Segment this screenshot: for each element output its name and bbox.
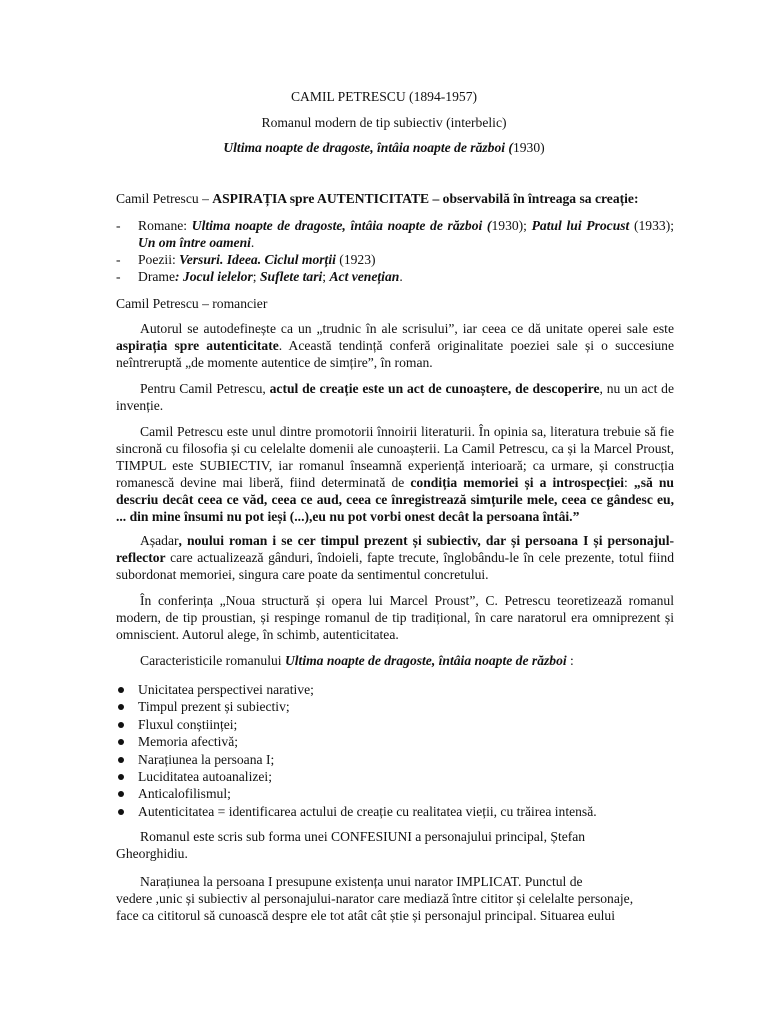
text-segment: ; (322, 269, 330, 284)
text-segment: Suflete tari (259, 269, 323, 284)
text-segment: , nu un act de invenție. (116, 381, 675, 413)
text-segment: aspirația spre autenticitate (116, 338, 279, 353)
bullet-icon (118, 704, 124, 710)
paragraph-text (116, 320, 674, 371)
document-subtitle: Romanul modern de tip subiectiv (interbelic) (261, 115, 507, 130)
text-segment: care actualizează gânduri, îndoieli, fapte trecute, înglobându-le în cele prezente, totul fiind subordonat memoriei, singura care poate da sentimentul concretului. (116, 550, 674, 582)
text-segment: Versuri. Ideea. Ciclul morții (179, 252, 336, 267)
bullet-icon (118, 774, 124, 780)
text-segment: Drame (138, 269, 175, 284)
paragraph-text (116, 532, 674, 583)
paragraph-4 (116, 532, 674, 583)
characteristic-item (116, 681, 674, 698)
text-segment: . (399, 269, 403, 284)
paragraph-3 (116, 423, 674, 525)
characteristic-item (116, 733, 674, 750)
works-dash-list (116, 217, 674, 285)
text-segment: Ultima noapte de dragoste, întâia noapte de război ( (191, 218, 492, 233)
characteristic-text: Luciditatea autoanalizei; (138, 769, 272, 785)
text-segment: condiția memoriei și a introspecției (410, 475, 625, 490)
confession-line-1: Romanul este scris sub forma unei CONFESIUNI a personajului principal, Ștefan (140, 829, 586, 844)
characteristic-text: Memoria afectivă; (138, 734, 239, 750)
bullet-icon (118, 791, 124, 797)
text-segment: (1923) (335, 252, 376, 267)
work-title: Ultima noapte de dragoste, întâia noapte de război (1930) (223, 140, 545, 155)
narration-line-2: vedere ,unic și subiectiv al personajului-narator care mediază între cititor și celelalte personaje, (116, 891, 634, 906)
characteristics-intro: Caracteristicile romanului Ultima noapte de dragoste, întâia noapte de război : (140, 653, 574, 668)
text-segment: În conferința „Noua structură și opera lui Marcel Proust”, C. Petrescu teoretizează romanul modern, de tip proustian, și respinge romanul de tip tradițional, în care naratorul era omniprezent și omniscient. Autorul alege, în schimb, autenticitatea. (116, 593, 674, 642)
characteristic-text: Unicitatea perspectivei narative; (138, 682, 314, 697)
characteristic-text: Narațiunea la persoana I; (138, 751, 275, 767)
dash-marker: - (116, 218, 121, 233)
section-heading: Camil Petrescu – romancier (116, 296, 268, 311)
text-segment: , noului roman i se cer timpul prezent și subiectiv, dar și persoana I și personajul-reflector (116, 533, 674, 565)
confession-line-2: Gheorghidiu. (116, 846, 188, 861)
text-segment: Pentru Camil Petrescu, (140, 381, 270, 396)
paragraph-2 (116, 380, 674, 414)
paragraph-text (116, 592, 674, 643)
bullet-icon (118, 757, 124, 763)
narration-line-3: face ca cititorul să cunoască despre ele tot atât cât știe și personajul principal. Situarea eului (116, 908, 615, 923)
text-segment: : (624, 475, 634, 490)
text-segment: : Jocul ielelor (175, 269, 253, 284)
text-segment: Patul lui Procust (531, 218, 630, 233)
dash-marker: - (116, 269, 121, 284)
text-segment: Romane: (138, 218, 192, 233)
narration-paragraph (116, 873, 674, 924)
intro-line: Camil Petrescu – ASPIRAȚIA spre AUTENTICITATE – observabilă în întreaga sa creație: (116, 191, 639, 206)
text-segment: Act venețian (329, 269, 400, 284)
bullet-icon (118, 809, 124, 815)
text-segment: Autorul se autodefinește ca un „trudnic în ale scrisului”, iar ceea ce dă unitate operei sale este (140, 321, 674, 336)
paragraph-text (116, 380, 674, 414)
text-segment: . (250, 235, 255, 250)
characteristic-item (116, 803, 674, 820)
text-segment: Așadar (140, 533, 179, 548)
characteristic-item (116, 751, 674, 768)
paragraph-text (116, 423, 674, 525)
characteristic-item (116, 716, 674, 733)
text-segment: (1933); (629, 218, 675, 233)
text-segment: actul de creație este un act de cunoaștere, de descoperire (269, 381, 600, 396)
characteristic-text: Autenticitatea = identificarea actului de creație cu realitatea vieții, cu trăirea intensă. (138, 803, 597, 819)
text-segment: Un om între oameni (138, 235, 251, 250)
characteristic-text: Timpul prezent și subiectiv; (138, 699, 290, 715)
text-segment: „să nu descriu decât ceea ce văd, ceea ce aud, ceea ce înregistrează simțurile mele, ceea ce gândesc eu, ... din mine însumi nu pot ieși (...),eu nu pot vorbi onest decât la persoana întâi.” (116, 475, 674, 524)
confession-paragraph (116, 828, 674, 862)
text-segment: 1930); (491, 218, 532, 233)
characteristics-list (116, 681, 674, 820)
bullet-icon (118, 687, 124, 693)
paragraph-1 (116, 320, 674, 371)
works-list (116, 217, 674, 285)
text-segment: . Această tendință conferă originalitate poeziei sale și o succesiune neîntreruptă „de momente autentice de simțire”, în roman. (116, 338, 674, 370)
narration-line-1: Narațiunea la persoana I presupune existența unui narator IMPLICAT. Punctul de (140, 874, 583, 889)
text-segment: Camil Petrescu este unul dintre promotorii înnoirii literaturii. În opinia sa, literatura trebuie să fie sincronă cu filosofia și cu celelalte domenii ale cunoașterii. La Camil Petrescu, ca și la Marcel Proust, TIMPUL este SUBIECTIV, iar romanul înseamnă experiență interioară; ca urmare, și construcția romanescă devine mai liberă, fiind determinată de (116, 424, 674, 490)
bullet-icon (118, 739, 124, 745)
works-list-item (116, 268, 674, 285)
dash-marker: - (116, 252, 121, 267)
characteristic-item (116, 785, 674, 802)
paragraph-5 (116, 592, 674, 643)
text-segment: Poezii: (138, 252, 180, 267)
document-title: CAMIL PETRESCU (1894-1957) (290, 89, 478, 104)
characteristic-text: Anticalofilismul; (138, 786, 231, 802)
text-segment: ; (252, 269, 260, 284)
characteristic-text: Fluxul conștiinței; (138, 716, 238, 732)
bullet-icon (118, 722, 124, 728)
characteristic-item (116, 768, 674, 785)
works-list-item (116, 217, 674, 251)
works-list-item (116, 251, 674, 268)
characteristics-bullet-list (116, 681, 674, 820)
characteristic-item (116, 698, 674, 715)
